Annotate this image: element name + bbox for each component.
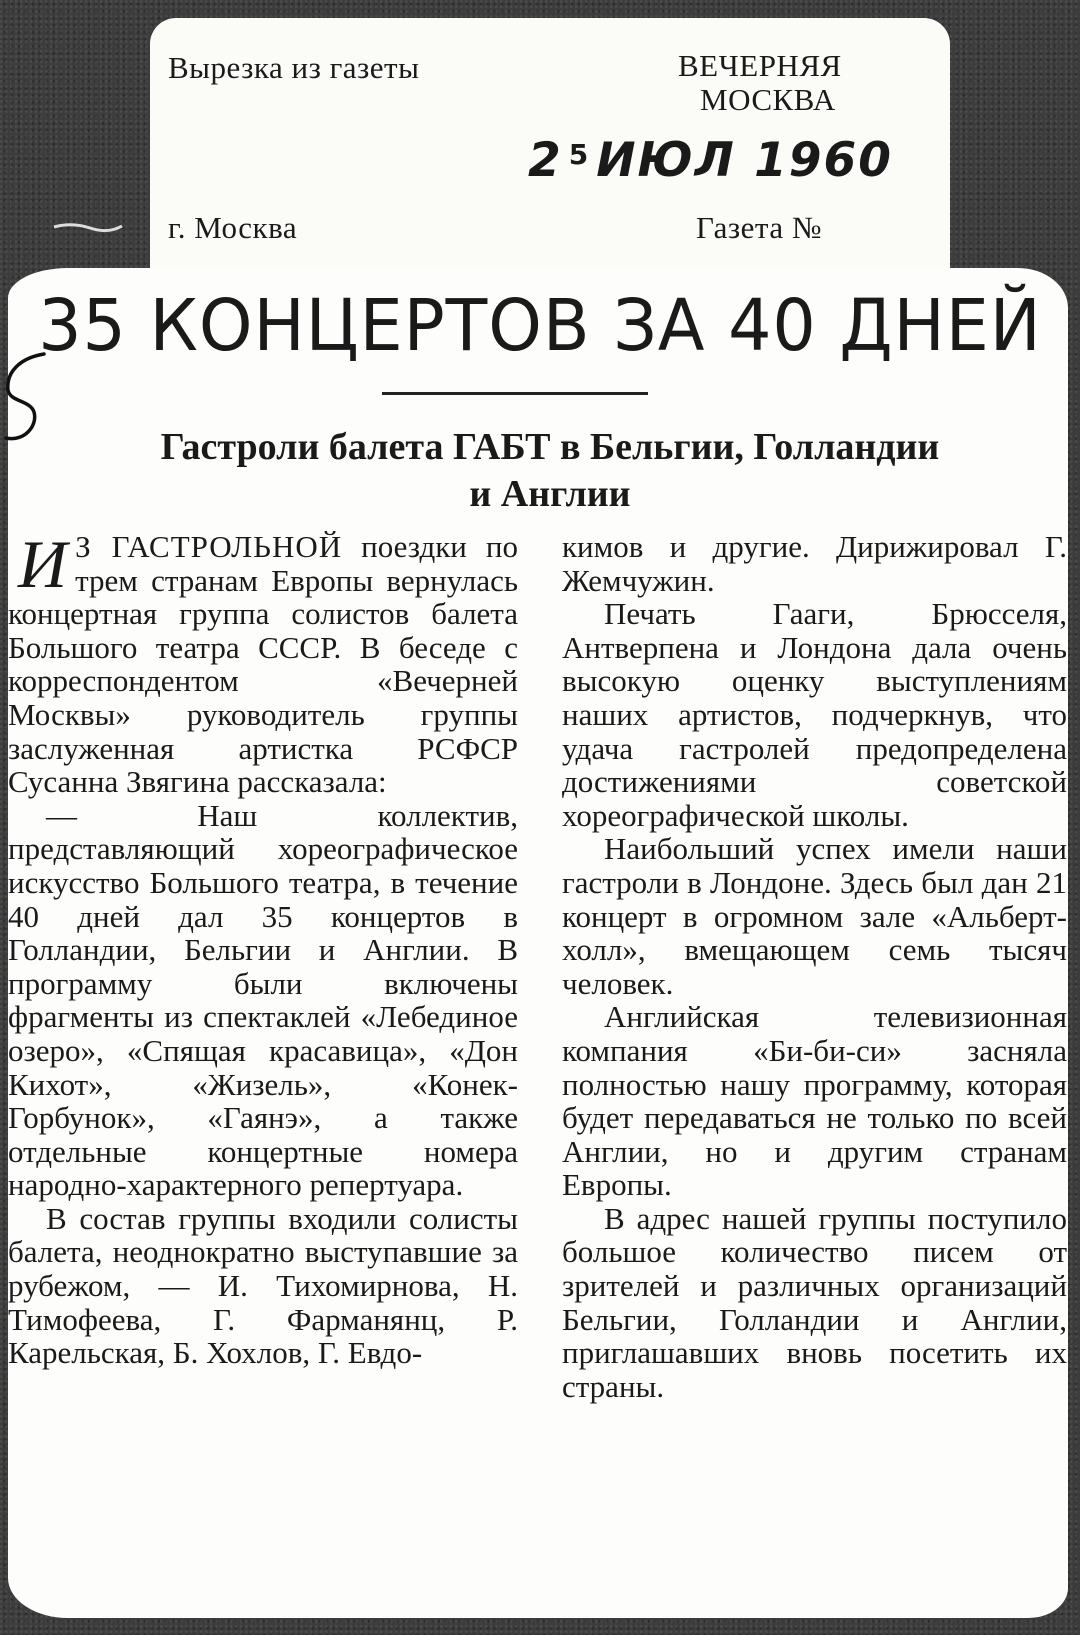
ink-smudge-mark (52, 216, 124, 236)
gazette-number-label: Газета № (696, 210, 822, 245)
paragraph: Наибольший успех имели наши гастроли в Лондоне. Здесь был дан 21 концерт в огромном зале «Альберт-холл», вмещающем семь тысяч человек. (562, 831, 1067, 1001)
date-stamp-extra: 5 (568, 138, 591, 171)
paragraph: Печать Гааги, Брюсселя, Антверпена и Лондона дала очень высокую оценку выступлениям наших артистов, подчеркнув, что удача гастролей предопределена достижениями советской хореографической школы. (562, 596, 1067, 833)
article-column-right (562, 530, 1067, 1403)
paragraph-continued: кимов и другие. Дирижировал Г. Жемчужин. (562, 529, 1067, 598)
article-subheadline (70, 424, 1030, 518)
paragraph: — Наш коллектив, представляющий хореографическое искусство Большого театра, в течение 40 дней дал 35 концертов в Голландии, Бельгии и Англии. В программу были включены фрагменты из спектаклей «Лебединое озеро», «Спящая красавица», «Дон Кихот», «Жизель», «Конек-Горбунок», «Гаянэ», а также отдельные концертные номера народно-характерного репертуара. (8, 797, 518, 1203)
article-headline: 35 КОНЦЕРТОВ ЗА 40 ДНЕЙ (38, 284, 1042, 367)
subheadline-line2: и Англии (469, 473, 631, 515)
paragraph: В адрес нашей группы поступило большое количество писем от зрителей и различных организаций Бельгии, Голландии и Англии, приглашавших вновь посетить их страны. (562, 1200, 1067, 1404)
headline-divider (382, 392, 648, 395)
lead-caps: З ГАСТРОЛЬНОЙ (75, 529, 343, 564)
paragraph-lead-text: поездки по трем странам Европы вернулась концертная группа солистов балета Большого театра СССР. В беседе с корреспондентом «Вечерней Москвы» руководитель группы заслуженная артистка РСФСР Сусанна Звягина рассказала: (8, 529, 518, 800)
subheadline-line1: Гастроли балета ГАБТ в Бельгии, Голландии (160, 426, 940, 468)
paper-name-line2: МОСКВА (700, 82, 836, 117)
article-column-left (8, 526, 518, 1371)
paragraph: Английская телевизионная компания «Би-би-си» засняла полностью нашу программу, которая будет передаваться не только по всей Англии, но и другим странам Европы. (562, 999, 1067, 1203)
date-stamp (528, 133, 893, 188)
paragraph-lead (8, 526, 518, 800)
drop-cap: И (18, 526, 68, 602)
paragraph: В состав группы входили солисты балета, неоднократно выступавшие за рубежом, — И. Тихомирнова, Н. Тимофеева, Г. Фарманянц, Р. Карельская, Б. Хохлов, Г. Евдо- (8, 1200, 518, 1371)
date-stamp-month-year: ИЮЛ 1960 (596, 133, 893, 188)
city-label: г. Москва (168, 210, 298, 245)
date-stamp-day: 2 (528, 133, 563, 188)
clipping-label: Вырезка из газеты (168, 50, 420, 85)
paper-name-line1: ВЕЧЕРНЯЯ (678, 48, 842, 83)
